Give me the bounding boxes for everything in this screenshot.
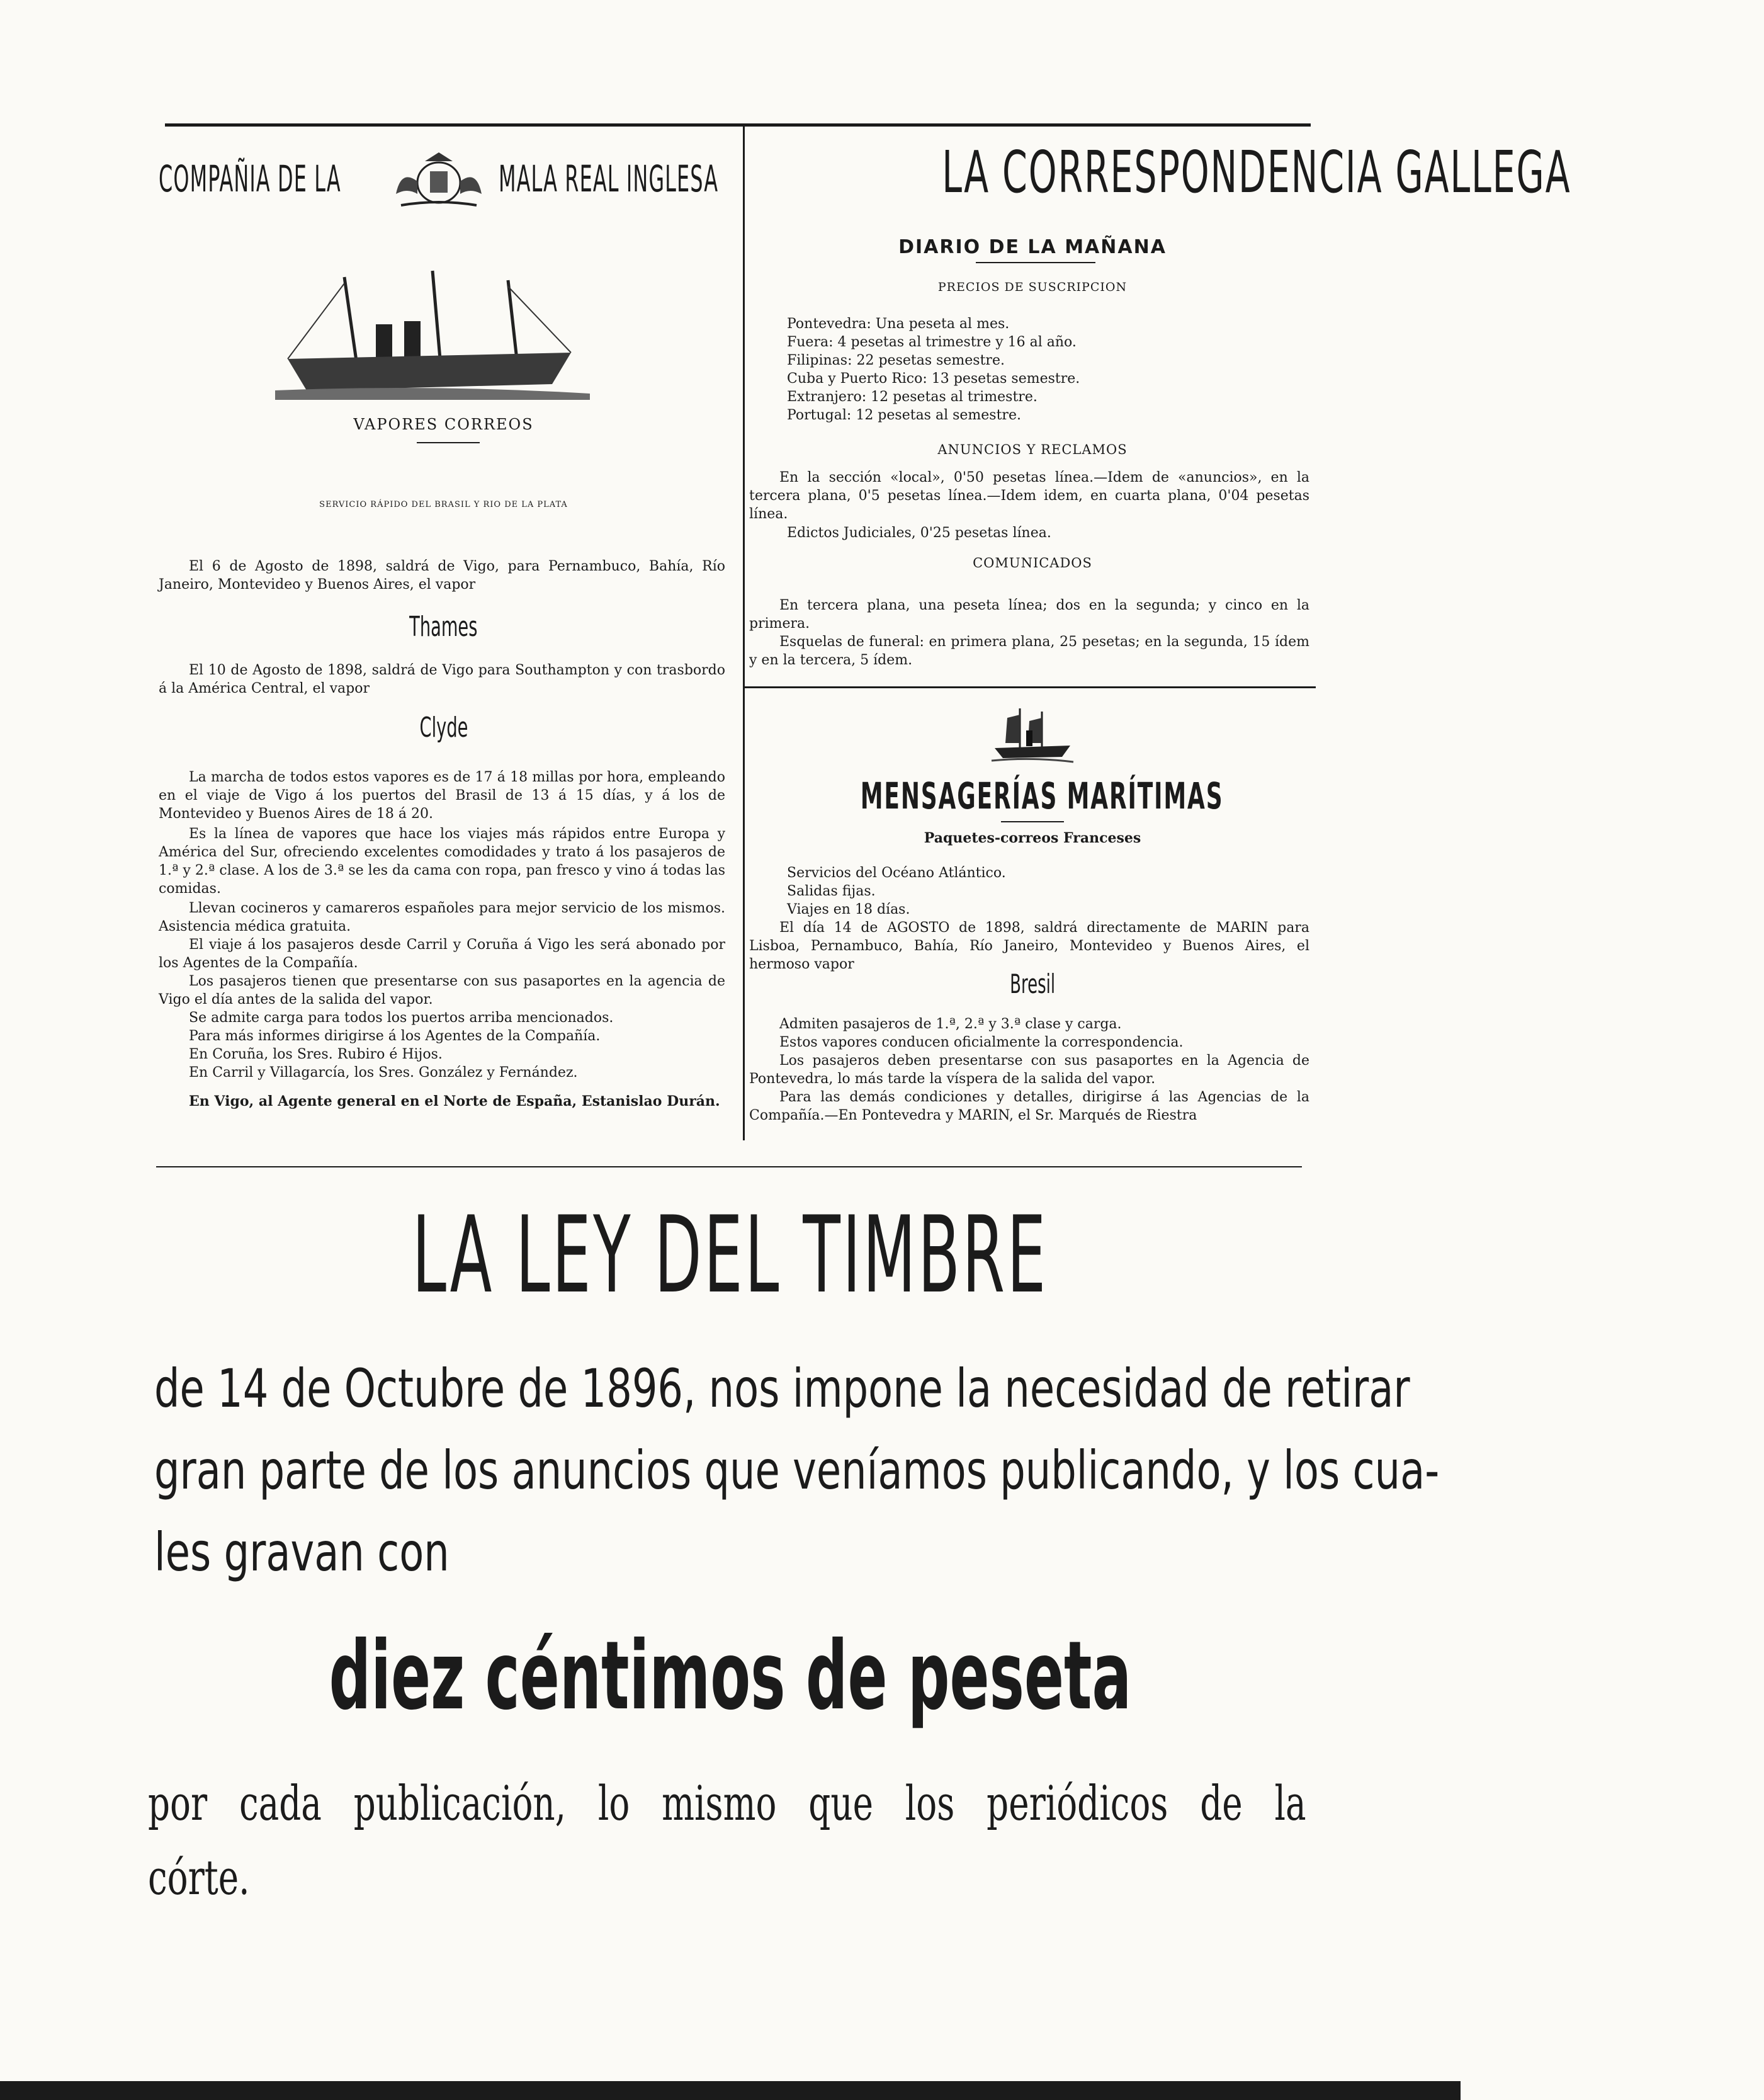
anuncios-label: ANUNCIOS Y RECLAMOS [937, 442, 1128, 457]
subtitle-label: DIARIO DE LA MAÑANA [898, 236, 1167, 258]
bresil-departure: El día 14 de AGOSTO de 1898, saldrá directamente de MARIN para Lisboa, Pernambuco, Bahía, Río Janeiro, Montevideo y Buenos Aires, el hermoso vapor [749, 920, 1309, 972]
headline-label: LA LEY DEL TIMBRE [412, 1193, 1048, 1317]
anuncios-rates: En la sección «local», 0'50 pesetas línea.—Idem de «anuncios», en la tercera plana, 0'5 pesetas línea.—Idem idem, en cuarta plana, 0'04 pesetas línea. [749, 470, 1309, 522]
notice-body [154, 1348, 1440, 1593]
transfer-paragraph: El viaje á los pasajeros desde Carril y Coruña á Vigo les será abonado por los Agentes de la Compañía. [159, 937, 725, 971]
subscription-filipinas: Filipinas: 22 pesetas semestre. [787, 353, 1005, 368]
emphasis-label: diez céntimos de peseta [329, 1621, 1132, 1731]
newspaper-subtitle [749, 236, 1316, 258]
bresil-correspondencia: Estos vapores conducen oficialmente la correspondencia. [779, 1035, 1184, 1050]
precios-label: PRECIOS DE SUSCRIPCION [937, 280, 1128, 294]
notice-line-2: gran parte de los anuncios que veníamos publicando, y los cua- [154, 1439, 1440, 1501]
service-viajes: Viajes en 18 días. [787, 902, 910, 917]
ship-bresil-label: Bresil [1009, 968, 1056, 999]
precios-heading [749, 280, 1316, 294]
paquetes-label: Paquetes-correos Franceses [924, 830, 1141, 846]
steamship-illustration [275, 264, 590, 400]
comunicados-label: COMUNICADOS [973, 555, 1092, 570]
carril-agent: En Carril y Villagarcía, los Sres. González y Fernández. [189, 1065, 578, 1081]
notice-line-4: por cada publicación, lo mismo que los periódicos de la [148, 1775, 1306, 1831]
subscription-extranjero: Extranjero: 12 pesetas al trimestre. [787, 389, 1037, 405]
mensajerias-heading [749, 775, 1316, 817]
line-paragraph: Es la línea de vapores que hace los viajes más rápidos entre Europa y América del Sur, ofreciendo excelentes comodidades y trato á los pasajeros de 1.ª y 2.ª clase. A los de 3.ª se les da cama con ropa, pan fresco y vino á todas las comidas. [159, 826, 725, 897]
bresil-pasaportes: Los pasajeros deben presentarse con sus pasaportes en la Agencia de Pontevedra, lo más tarde la víspera de la salida del vapor. [749, 1053, 1309, 1087]
ship-name-thames [159, 611, 728, 643]
scan-bottom-edge [0, 2081, 1461, 2100]
column-divider [743, 123, 745, 1140]
comunicados-heading [749, 555, 1316, 570]
ship-name-clyde [159, 712, 728, 744]
vigo-agent: En Vigo, al Agente general en el Norte de España, Estanislao Durán. [189, 1093, 720, 1110]
coruna-agent: En Coruña, los Sres. Rubiro é Hijos. [189, 1047, 443, 1062]
sailing-ship-icon [992, 705, 1073, 765]
speed-paragraph: La marcha de todos estos vapores es de 17 á 18 millas por hora, empleando en el viaje de Vigo á los puertos del Brasil de 13 á 15 días, y á los de Montevideo y Buenos Aires de 18 á 20. [159, 769, 725, 822]
anuncios-heading [749, 442, 1316, 457]
ship-clyde-label: Clyde [419, 712, 468, 744]
top-rule [165, 123, 1311, 127]
notice-emphasis [0, 1621, 1461, 1731]
servicio-label: SERVICIO RÁPIDO DEL BRASIL Y RIO DE LA PLATA [319, 500, 568, 509]
subscription-cuba: Cuba y Puerto Rico: 13 pesetas semestre. [787, 371, 1080, 387]
royal-crest-icon [388, 150, 489, 210]
paquetes-heading [749, 830, 1316, 846]
departure-paragraph-1: El 6 de Agosto de 1898, saldrá de Vigo, para Pernambuco, Bahía, Río Janeiro, Montevideo y Buenos Aires, el vapor [159, 559, 725, 593]
bresil-condiciones: Para las demás condiciones y detalles, dirigirse á las Agencias de la Compañía.—En Pontevedra y MARIN, el Sr. Marqués de Riestra [749, 1089, 1309, 1123]
comunicados-rates: En tercera plana, una peseta línea; dos en la segunda; y cinco en la primera. [749, 598, 1309, 632]
subscription-fuera: Fuera: 4 pesetas al trimestre y 16 al año. [787, 334, 1077, 350]
subscription-portugal: Portugal: 12 pesetas al semestre. [787, 407, 1021, 423]
vapores-correos-heading [159, 416, 728, 433]
vapores-correos-label: VAPORES CORREOS [353, 416, 534, 433]
newspaper-title [749, 139, 1571, 206]
ship-name-bresil [749, 968, 1316, 999]
company-name-left: COMPAÑIA DE LA [159, 157, 341, 200]
servicio-line [159, 497, 728, 509]
notice-line-5: córte. [148, 1849, 250, 1905]
notice-line-1: de 14 de Octubre de 1896, nos impone la necesidad de retirar [154, 1358, 1410, 1419]
ship-thames-label: Thames [409, 611, 478, 643]
company-header [159, 157, 728, 201]
service-atlantico: Servicios del Océano Atlántico. [787, 865, 1006, 881]
notice-line-3: les gravan con [154, 1521, 449, 1583]
esquelas-rates: Esquelas de funeral: en primera plana, 25 pesetas; en la segunda, 15 ídem y en la tercera, 5 ídem. [749, 634, 1309, 668]
subscription-pontevedra: Pontevedra: Una peseta al mes. [787, 316, 1010, 332]
bresil-pasajeros: Admiten pasajeros de 1.ª, 2.ª y 3.ª clase y carga. [779, 1016, 1122, 1032]
info-paragraph: Para más informes dirigirse á los Agentes de la Compañía. [189, 1028, 601, 1044]
ornament-rule [417, 442, 480, 443]
cargo-paragraph: Se admite carga para todos los puertos arriba mencionados. [189, 1010, 614, 1026]
passport-paragraph: Los pasajeros tienen que presentarse con sus pasaportes en la agencia de Vigo el día antes de la salida del vapor. [159, 973, 725, 1007]
company-name-right: MALA REAL INGLESA [499, 157, 719, 200]
newspaper-title-label: LA CORRESPONDENCIA GALLEGA [942, 139, 1571, 206]
right-section-rule [743, 686, 1316, 688]
mensajerias-ornament [1001, 821, 1064, 822]
edictos-rate: Edictos Judiciales, 0'25 pesetas línea. [787, 525, 1051, 541]
crew-paragraph: Llevan cocineros y camareros españoles para mejor servicio de los mismos. Asistencia médica gratuita. [159, 900, 725, 934]
notice-headline [0, 1193, 1461, 1317]
notice-closing [148, 1766, 1306, 1915]
service-salidas: Salidas fijas. [787, 883, 876, 899]
subtitle-underline [976, 262, 1095, 263]
middle-rule [156, 1166, 1302, 1167]
mensajerias-label: MENSAGERÍAS MARÍTIMAS [860, 775, 1224, 817]
departure-paragraph-2: El 10 de Agosto de 1898, saldrá de Vigo para Southampton y con trasbordo á la América Central, el vapor [159, 662, 725, 696]
